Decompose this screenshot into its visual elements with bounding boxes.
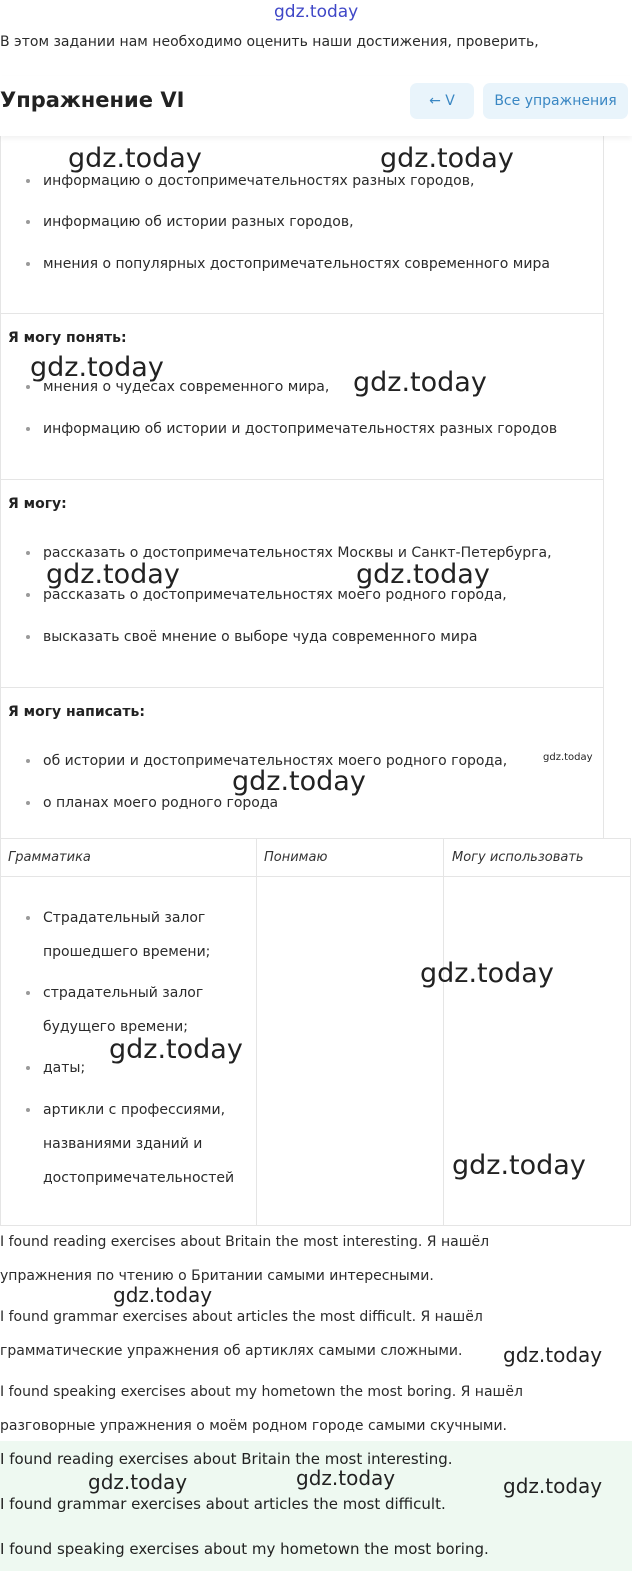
column-header-understand: Понимаю (264, 850, 328, 865)
skills-section-write (0, 687, 604, 838)
watermark: gdz.today (113, 1283, 213, 1307)
watermark: gdz.today (503, 1343, 603, 1367)
list-item: артикли с профессиями, названиями зданий и достопримечательностей (43, 1093, 243, 1195)
watermark: gdz.today (543, 752, 593, 763)
list-item: информацию об истории разных городов, (43, 214, 354, 230)
column-header-grammar: Грамматика (8, 850, 91, 865)
paragraph-line: упражнения по чтению о Британии самыми интересными. (0, 1268, 434, 1284)
paragraph-line: I found grammar exercises about articles the most difficult. Я нашёл (0, 1309, 483, 1325)
answer-line: I found grammar exercises about articles the most difficult. (0, 1495, 446, 1513)
paragraph-line: грамматические упражнения об артиклях самыми сложными. (0, 1343, 463, 1359)
section-title: Я могу понять: (8, 330, 127, 346)
watermark: gdz.today (356, 559, 490, 590)
list-item: информацию об истории и достопримечательностях разных городов (43, 421, 557, 437)
list-item: даты; (43, 1051, 243, 1085)
watermark: gdz.today (353, 367, 487, 398)
watermark: gdz.today (503, 1474, 603, 1498)
watermark-logo: gdz.today (274, 2, 359, 22)
watermark: gdz.today (30, 352, 164, 383)
watermark: gdz.today (296, 1466, 396, 1490)
answer-block (0, 1441, 632, 1571)
exercise-header (0, 76, 632, 136)
watermark: gdz.today (452, 1150, 586, 1181)
answer-line: I found reading exercises about Britain the most interesting. (0, 1450, 453, 1468)
watermark: gdz.today (232, 766, 366, 797)
watermark: gdz.today (109, 1034, 243, 1065)
column-divider (256, 839, 257, 1225)
prev-exercise-button[interactable]: ← V (410, 83, 474, 119)
watermark: gdz.today (88, 1470, 188, 1494)
column-header-can-use: Могу использовать (452, 850, 584, 865)
answer-line: I found speaking exercises about my hometown the most boring. (0, 1540, 489, 1558)
watermark: gdz.today (46, 559, 180, 590)
column-divider (443, 839, 444, 1225)
watermark: gdz.today (380, 143, 514, 174)
list-item: мнения о популярных достопримечательностях современного мира (43, 256, 550, 272)
list-item: рассказать о достопримечательностях Москвы и Санкт-Петербурга, (43, 545, 552, 561)
list-item: информацию о достопримечательностях разных городов, (43, 173, 474, 189)
paragraph-line: I found speaking exercises about my hometown the most boring. Я нашёл (0, 1384, 523, 1400)
list-item: страдательный залог будущего времени; (43, 976, 243, 1044)
list-item: мнения о чудесах современного мира, (43, 379, 329, 395)
list-item: Страдательный залог прошедшего времени; (43, 901, 243, 969)
all-exercises-button[interactable]: Все упражнения (483, 83, 628, 119)
watermark: gdz.today (68, 143, 202, 174)
paragraph-line: разговорные упражнения о моём родном городе самыми скучными. (0, 1418, 507, 1434)
watermark: gdz.today (420, 958, 554, 989)
section-title: Я могу: (8, 496, 67, 512)
intro-text: В этом задании нам необходимо оценить наши достижения, проверить, (0, 34, 539, 50)
paragraph-line: I found reading exercises about Britain the most interesting. Я нашёл (0, 1234, 490, 1250)
list-item: о планах моего родного города (43, 795, 278, 811)
table-header (1, 839, 630, 877)
page-title: Упражнение VI (0, 88, 185, 112)
list-item: об истории и достопримечательностях моего родного города, (43, 753, 507, 769)
skills-section-understand (0, 313, 604, 479)
list-item: высказать своё мнение о выборе чуда современного мира (43, 629, 477, 645)
section-title: Я могу написать: (8, 704, 145, 720)
list-item: рассказать о достопримечательностях моего родного города, (43, 587, 507, 603)
